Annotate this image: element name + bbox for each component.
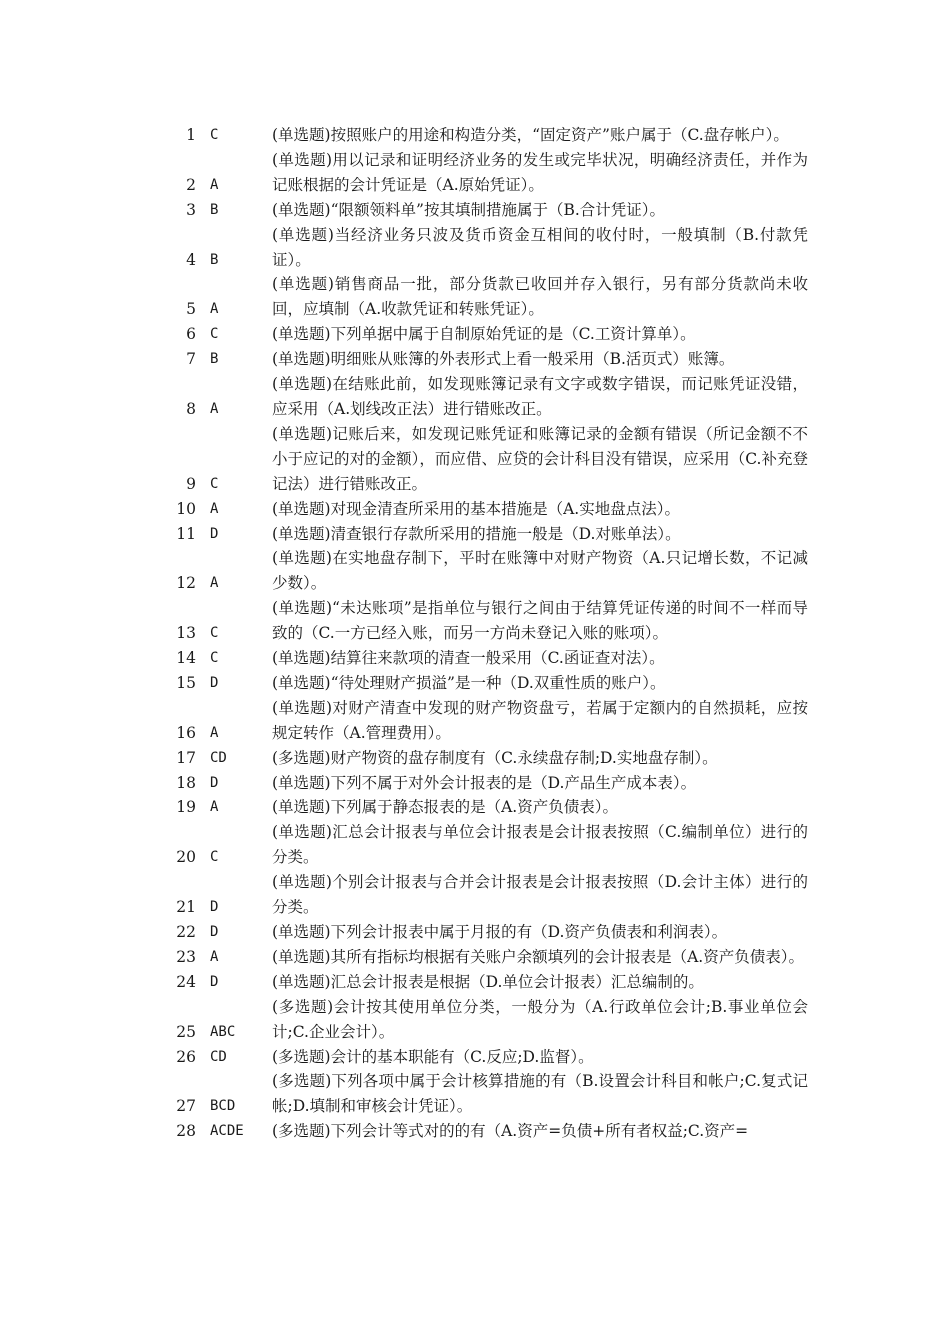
- question-answer: B: [210, 251, 219, 268]
- question-answer: D: [210, 525, 219, 542]
- question-text-content: (单选题)下列会计报表中属于月报的有（D.资产负债表和利润表）。: [272, 923, 728, 941]
- table-row: [168, 970, 808, 995]
- question-answer: D: [210, 674, 219, 691]
- question-number: 3: [186, 200, 196, 219]
- table-row: [168, 820, 808, 870]
- question-answer: A: [210, 575, 219, 592]
- table-row: [168, 945, 808, 970]
- question-text: [272, 970, 808, 995]
- question-number: 19: [176, 798, 196, 817]
- question-text-content: (单选题)按照账户的用途和构造分类，“固定资产”账户属于（C.盘存帐户）。: [272, 126, 789, 144]
- question-text-content: (单选题)清查银行存款所采用的措施一般是（D.对账单法）。: [272, 524, 681, 543]
- question-number: 14: [176, 649, 196, 668]
- question-text-content: (单选题)记账后来，如发现记账凭证和账簿记录的金额有错误（所记金额不不小于应记的对的金额），而应借、应贷的会计科目没有错误，应采用（C.补充登记法）进行错账改正。: [272, 424, 808, 493]
- question-number: 26: [176, 1047, 196, 1066]
- question-text: [272, 746, 808, 771]
- document-page: [0, 123, 950, 1144]
- question-text: [272, 198, 808, 223]
- question-answer: A: [210, 724, 219, 741]
- question-answer: C: [210, 625, 219, 642]
- question-text-content: (单选题)当经济业务只波及货币资金互相间的收付时，一般填制（B.付款凭证）。: [272, 225, 808, 269]
- question-answer: BCD: [210, 1098, 236, 1115]
- question-text-content: (单选题)用以记录和证明经济业务的发生或完毕状况，明确经济责任，并作为记账根据的会计凭证是（A.原始凭证）。: [272, 150, 808, 194]
- question-number: 2: [186, 175, 196, 194]
- question-text: [272, 148, 808, 198]
- table-row: [168, 223, 808, 273]
- question-text: [272, 995, 808, 1045]
- table-row: [168, 746, 808, 771]
- question-text: [272, 771, 808, 796]
- question-number: 1: [186, 126, 196, 144]
- question-answer: B: [210, 351, 219, 368]
- question-number: 22: [176, 923, 196, 941]
- table-row: [168, 422, 808, 497]
- question-number: 16: [176, 723, 196, 742]
- table-row: [168, 596, 808, 646]
- table-row: [168, 497, 808, 522]
- question-answer: A: [210, 799, 219, 816]
- question-text: [272, 272, 808, 322]
- question-text: [272, 422, 808, 497]
- question-text-content: (单选题)汇总会计报表与单位会计报表是会计报表按照（C.编制单位）进行的分类。: [272, 823, 808, 867]
- question-text: [272, 646, 808, 671]
- question-text-content: (单选题)下列单据中属于自制原始凭证的是（C.工资计算单）。: [272, 325, 696, 344]
- question-answer: C: [210, 326, 219, 343]
- question-text-content: (单选题)个别会计报表与合并会计报表是会计报表按照（D.会计主体）进行的分类。: [272, 873, 808, 917]
- question-text: [272, 1119, 808, 1144]
- question-text-content: (单选题)明细账从账簿的外表形式上看一般采用（B.活页式）账簿。: [272, 350, 735, 369]
- question-text-content: (多选题)下列各项中属于会计核算措施的有（B.设置会计科目和帐户;C.复式记帐;D.填制和审核会计凭证）。: [272, 1072, 808, 1116]
- question-number: 18: [176, 773, 196, 792]
- question-text-content: (单选题)“限额领料单”按其填制措施属于（B.合计凭证）。: [272, 200, 666, 219]
- question-number: 20: [176, 848, 196, 867]
- question-text: [272, 671, 808, 696]
- question-text-content: (单选题)对财产清查中发现的财产物资盘亏，若属于定额内的自然损耗，应按规定转作（A.管理费用）。: [272, 698, 808, 742]
- question-answer: C: [210, 475, 219, 492]
- question-text: [272, 522, 808, 547]
- question-number: 17: [176, 748, 196, 767]
- question-answer: A: [210, 176, 219, 193]
- question-text-content: (单选题)“待处理财产损溢”是一种（D.双重性质的账户）。: [272, 673, 666, 692]
- question-text: [272, 347, 808, 372]
- question-answer: C: [210, 849, 219, 866]
- question-number: 23: [176, 947, 196, 966]
- question-answer: D: [210, 899, 219, 916]
- question-text-content: (单选题)汇总会计报表是根据（D.单位会计报表）汇总编制的。: [272, 972, 704, 991]
- question-number: 21: [176, 898, 196, 917]
- table-row: [168, 1119, 808, 1144]
- table-row: [168, 1045, 808, 1070]
- question-text: [272, 223, 808, 273]
- question-answer: A: [210, 301, 219, 318]
- table-row: [168, 795, 808, 820]
- question-number: 7: [186, 350, 196, 369]
- table-row: [168, 1069, 808, 1119]
- question-answer: D: [210, 924, 219, 940]
- table-row: [168, 995, 808, 1045]
- question-number: 6: [186, 325, 196, 344]
- table-row: [168, 372, 808, 422]
- question-text-content: (多选题)财产物资的盘存制度有（C.永续盘存制;D.实地盘存制）。: [272, 748, 718, 767]
- question-text: [272, 123, 808, 148]
- table-row: [168, 347, 808, 372]
- question-text: [272, 920, 808, 945]
- question-text-content: (单选题)销售商品一批，部分货款已收回并存入银行，另有部分货款尚未收回，应填制（A.收款凭证和转账凭证）。: [272, 275, 808, 319]
- table-row: [168, 870, 808, 920]
- answer-table: [168, 123, 808, 1144]
- table-row: [168, 522, 808, 547]
- question-text-content: (单选题)下列不属于对外会计报表的是（D.产品生产成本表）。: [272, 773, 697, 792]
- question-number: 9: [186, 474, 196, 493]
- question-answer: CD: [210, 749, 227, 766]
- question-text: [272, 1045, 808, 1070]
- question-number: 28: [176, 1122, 196, 1141]
- table-row: [168, 148, 808, 198]
- question-number: 4: [186, 250, 196, 269]
- question-text-content: (单选题)结算往来款项的清查一般采用（C.函证查对法）。: [272, 649, 665, 668]
- question-text-content: (多选题)会计按其使用单位分类，一般分为（A.行政单位会计;B.事业单位会计;C.企业会计）。: [272, 997, 808, 1041]
- question-text-content: (单选题)在实地盘存制下，平时在账簿中对财产物资（A.只记增长数，不记减少数）。: [272, 549, 808, 593]
- question-answer: D: [210, 774, 219, 791]
- question-text-content: (多选题)会计的基本职能有（C.反应;D.监督）。: [272, 1047, 594, 1066]
- question-text: [272, 322, 808, 347]
- question-answer: A: [210, 948, 219, 965]
- table-row: [168, 646, 808, 671]
- question-answer: ABC: [210, 1023, 236, 1040]
- table-row: [168, 272, 808, 322]
- question-text-content: (单选题)“未达账项”是指单位与银行之间由于结算凭证传递的时间不一样而导致的（C.一方已经入账，而另一方尚未登记入账的账项）。: [272, 599, 808, 643]
- question-number: 25: [176, 1022, 196, 1041]
- question-text: [272, 945, 808, 970]
- question-answer: C: [210, 127, 219, 143]
- question-text: [272, 696, 808, 746]
- question-number: 15: [176, 673, 196, 692]
- question-text: [272, 870, 808, 920]
- question-answer: A: [210, 500, 219, 517]
- question-text-content: (单选题)其所有指标均根据有关账户余额填列的会计报表是（A.资产负债表）。: [272, 947, 804, 966]
- table-row: [168, 920, 808, 945]
- question-number: 24: [176, 972, 196, 991]
- question-text: [272, 820, 808, 870]
- question-answer: ACDE: [210, 1123, 244, 1140]
- question-text: [272, 1069, 808, 1119]
- question-number: 13: [176, 624, 196, 643]
- question-text-content: (单选题)下列属于静态报表的是（A.资产负债表）。: [272, 798, 618, 817]
- question-number: 8: [186, 399, 196, 418]
- question-text: [272, 372, 808, 422]
- question-answer: D: [210, 973, 219, 990]
- table-row: [168, 696, 808, 746]
- question-answer: CD: [210, 1048, 227, 1065]
- table-row: [168, 123, 808, 148]
- question-answer: A: [210, 400, 219, 417]
- table-row: [168, 322, 808, 347]
- question-answer: C: [210, 650, 219, 667]
- question-number: 10: [176, 499, 196, 518]
- question-number: 11: [176, 524, 196, 543]
- table-row: [168, 546, 808, 596]
- answer-table-body: [168, 123, 808, 1144]
- question-text-content: (单选题)在结账此前，如发现账簿记录有文字或数字错误，而记账凭证没错，应采用（A.划线改正法）进行错账改正。: [272, 375, 808, 418]
- question-text-content: (单选题)对现金清查所采用的基本措施是（A.实地盘点法）。: [272, 499, 680, 518]
- question-number: 12: [176, 574, 196, 593]
- question-number: 5: [186, 300, 196, 319]
- question-text: [272, 546, 808, 596]
- table-row: [168, 671, 808, 696]
- table-row: [168, 198, 808, 223]
- question-text: [272, 596, 808, 646]
- question-text: [272, 795, 808, 820]
- question-answer: B: [210, 201, 219, 218]
- question-text-content: (多选题)下列会计等式对的的有（A.资产=负债+所有者权益;C.资产=: [272, 1122, 749, 1141]
- table-row: [168, 771, 808, 796]
- question-number: 27: [176, 1097, 196, 1116]
- question-text: [272, 497, 808, 522]
